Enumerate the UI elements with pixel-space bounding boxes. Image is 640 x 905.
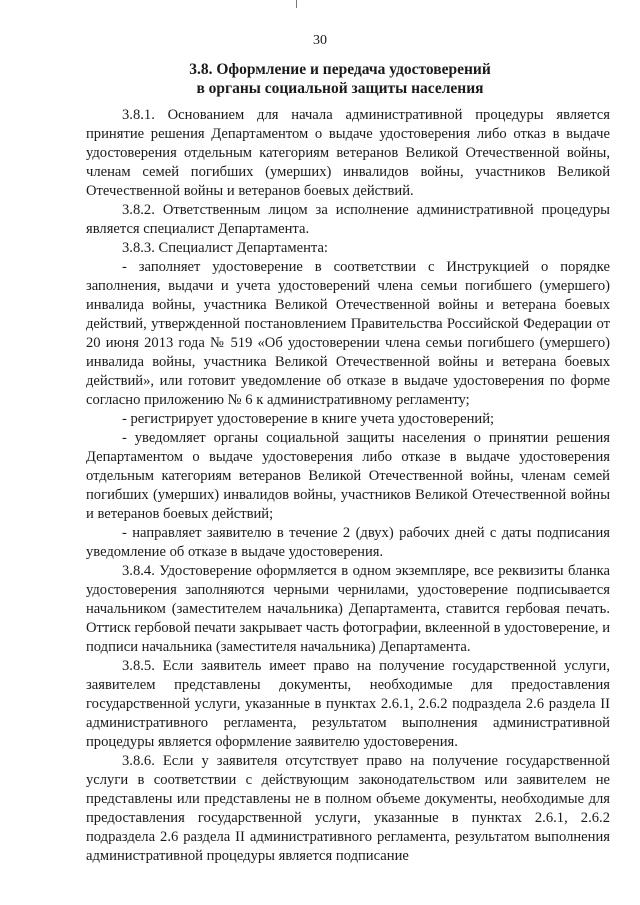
paragraph-3-8-3: 3.8.3. Специалист Департамента:: [122, 240, 328, 256]
list-item-registers-certificate: - регистрирует удостоверение в книге учета удостоверений;: [122, 411, 495, 427]
section-title-line-1: 3.8. Оформление и передача удостоверений: [189, 61, 491, 78]
list-item-fills-certificate: - заполняет удостоверение в соответствии с Инструкцией о порядке заполнения, выдачи и учета удостоверений члена семьи погибшего (умершего) инвалида войны, участника Великой Отечественной войны и ветерана боевых действий, утвержденной постановлением Правительства Российской Федерации от 20 июня 2013 года № 519 «Об удостоверении члена семьи погибшего (умершего) инвалида войны, участника Великой Отечественной войны и ветерана боевых действий», или готовит уведомление об отказе в выдаче удостоверения по форме согласно приложению № 6 к административному регламенту;: [86, 259, 610, 408]
scan-mark: [296, 0, 299, 8]
paragraph-3-8-1: 3.8.1. Основанием для начала административной процедуры является принятие решения Департаментом о выдаче удостоверения либо отказ в выдаче удостоверения отдельным категориям ветеранов Великой Отечественной войны, членам семей погибших (умерших) инвалидов войны, участников Великой Отечественной войны и ветеранов боевых действий.: [86, 107, 610, 199]
paragraph-3-8-5: 3.8.5. Если заявитель имеет право на получение государственной услуги, заявителем представлены документы, необходимые для предоставления государственной услуги, указанные в пунктах 2.6.1, 2.6.2 подраздела 2.6 раздела II административного регламента, результатом выполнения административной процедуры является оформление заявителю удостоверения.: [86, 658, 610, 750]
document-body: [86, 106, 610, 866]
paragraph-3-8-4: 3.8.4. Удостоверение оформляется в одном экземпляре, все реквизиты бланка удостоверения заполняются черными чернилами, удостоверение подписывается начальником (заместителем начальника) Департамента, ставится гербовая печать. Оттиск гербовой печати закрывает часть фотографии, вклеенной в удостоверение, и подписи начальника (заместителя начальника) Департамента.: [86, 563, 610, 655]
section-title-line-2: в органы социальной защиты населения: [196, 80, 484, 97]
section-title: [60, 60, 620, 98]
paragraph-3-8-2: 3.8.2. Ответственным лицом за исполнение административной процедуры является специалист Департамента.: [86, 202, 610, 237]
paragraph-3-8-6: 3.8.6. Если у заявителя отсутствует право на получение государственной услуги в соответствии с действующим законодательством или заявителем не представлены или представлены не в полном объеме документы, необходимые для предоставления государственной услуги, указанные в пунктах 2.6.1, 2.6.2 подраздела 2.6 раздела II административного регламента, результатом выполнения административной процедуры является подписание: [86, 753, 610, 864]
list-item-sends-refusal: - направляет заявителю в течение 2 (двух) рабочих дней с даты подписания уведомление об отказе в выдаче удостоверения.: [86, 525, 610, 560]
page-number: 30: [313, 33, 327, 48]
list-item-notifies-authorities: - уведомляет органы социальной защиты населения о принятии решения Департаментом о выдаче удостоверения либо отказе в выдаче удостоверения отдельным категориям ветеранов Великой Отечественной войны, членам семей погибших (умерших) инвалидов войны, участников Великой Отечественной войны и ветеранов боевых действий;: [86, 430, 610, 522]
